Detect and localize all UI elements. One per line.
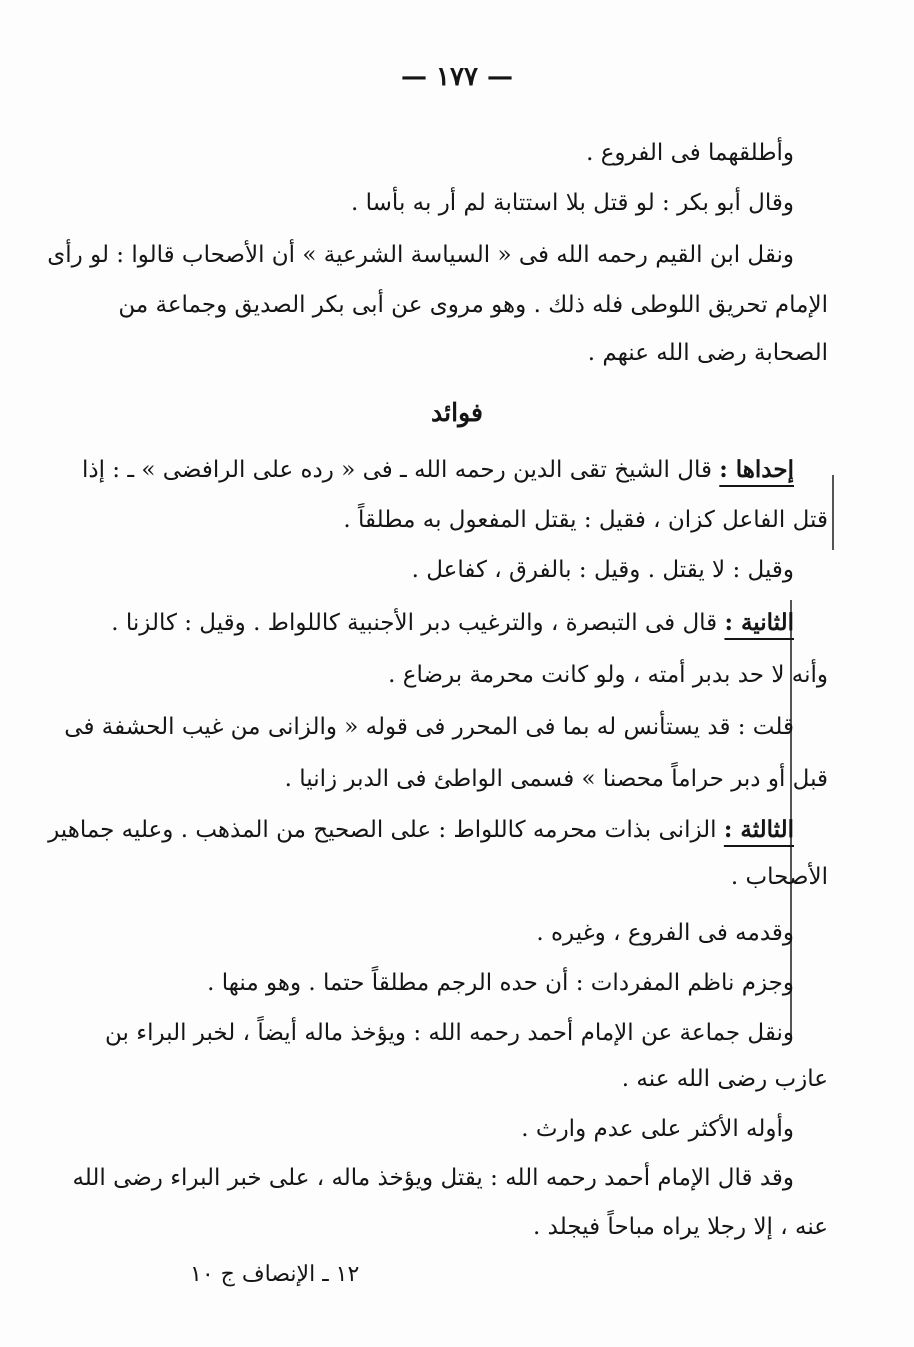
benefit-1-text: قال الشيخ تقى الدين رحمه الله ـ فى « رده على الرافضى » ـ : إذا (81, 457, 712, 483)
benefit-3-line-4: وجزم ناظم المفردات : أن حده الرجم مطلقاً حتما . وهو منها . (207, 970, 794, 996)
benefit-3-label: الثالثة : (723, 816, 794, 843)
benefit-3-line-5: ونقل جماعة عن الإمام أحمد رحمه الله : ويؤخذ ماله أيضاً ، لخبر البراء بن (105, 1020, 794, 1046)
intro-line-4: الإمام تحريق اللوطى فله ذلك . وهو مروى عن أبى بكر الصديق وجماعة من (118, 292, 828, 318)
margin-rule-upper (832, 475, 834, 550)
qult-line-1: قلت : قد يستأنس له بما فى المحرر فى قوله « والزانى من غيب الحشفة فى (64, 714, 794, 740)
benefit-1-line-1 (81, 455, 794, 485)
benefit-2-label: الثانية : (724, 609, 794, 636)
page-number: — ١٧٧ — (400, 62, 514, 92)
benefit-2-line-2: وأنه لا حد بدبر أمته ، ولو كانت محرمة برضاع . (388, 662, 828, 688)
section-heading: فوائد (431, 398, 483, 427)
benefit-1-line-2: قتل الفاعل كزان ، فقيل : يقتل المفعول به مطلقاً . (343, 507, 828, 533)
benefit-3-line-1 (48, 815, 794, 845)
benefit-2-line-1 (111, 608, 794, 638)
page-footer: ١٢ ـ الإنصاف ج ١٠ (190, 1262, 360, 1287)
benefit-3-line-9: عنه ، إلا رجلا يراه مباحاً فيجلد . (533, 1214, 828, 1240)
intro-line-5: الصحابة رضى الله عنهم . (587, 340, 828, 366)
benefit-1-line-3: وقيل : لا يقتل . وقيل : بالفرق ، كفاعل . (411, 557, 794, 583)
intro-line-3: ونقل ابن القيم رحمه الله فى « السياسة الشرعية » أن الأصحاب قالوا : لو رأى (47, 242, 794, 268)
benefit-3-line-8: وقد قال الإمام أحمد رحمه الله : يقتل ويؤخذ ماله ، على خبر البراء رضى الله (72, 1165, 794, 1191)
benefit-3-text: الزانى بذات محرمه كاللواط : على الصحيح من المذهب . وعليه جماهير (48, 817, 717, 843)
benefit-3-line-7: وأوله الأكثر على عدم وارث . (521, 1116, 794, 1142)
benefit-1-label: إحداها : (719, 456, 794, 483)
benefit-2-text: قال فى التبصرة ، والترغيب دبر الأجنبية كاللواط . وقيل : كالزنا . (111, 610, 718, 636)
benefit-3-line-6: عازب رضى الله عنه . (621, 1066, 828, 1092)
qult-line-2: قبل أو دبر حراماً محصنا » فسمى الواطئ فى الدبر زانيا . (284, 766, 828, 792)
intro-line-2: وقال أبو بكر : لو قتل بلا استتابة لم أر به بأسا . (351, 190, 794, 216)
intro-line-1: وأطلقهما فى الفروع . (586, 140, 794, 166)
benefit-3-line-2: الأصحاب . (730, 864, 828, 890)
benefit-3-line-3: وقدمه فى الفروع ، وغيره . (536, 920, 794, 946)
